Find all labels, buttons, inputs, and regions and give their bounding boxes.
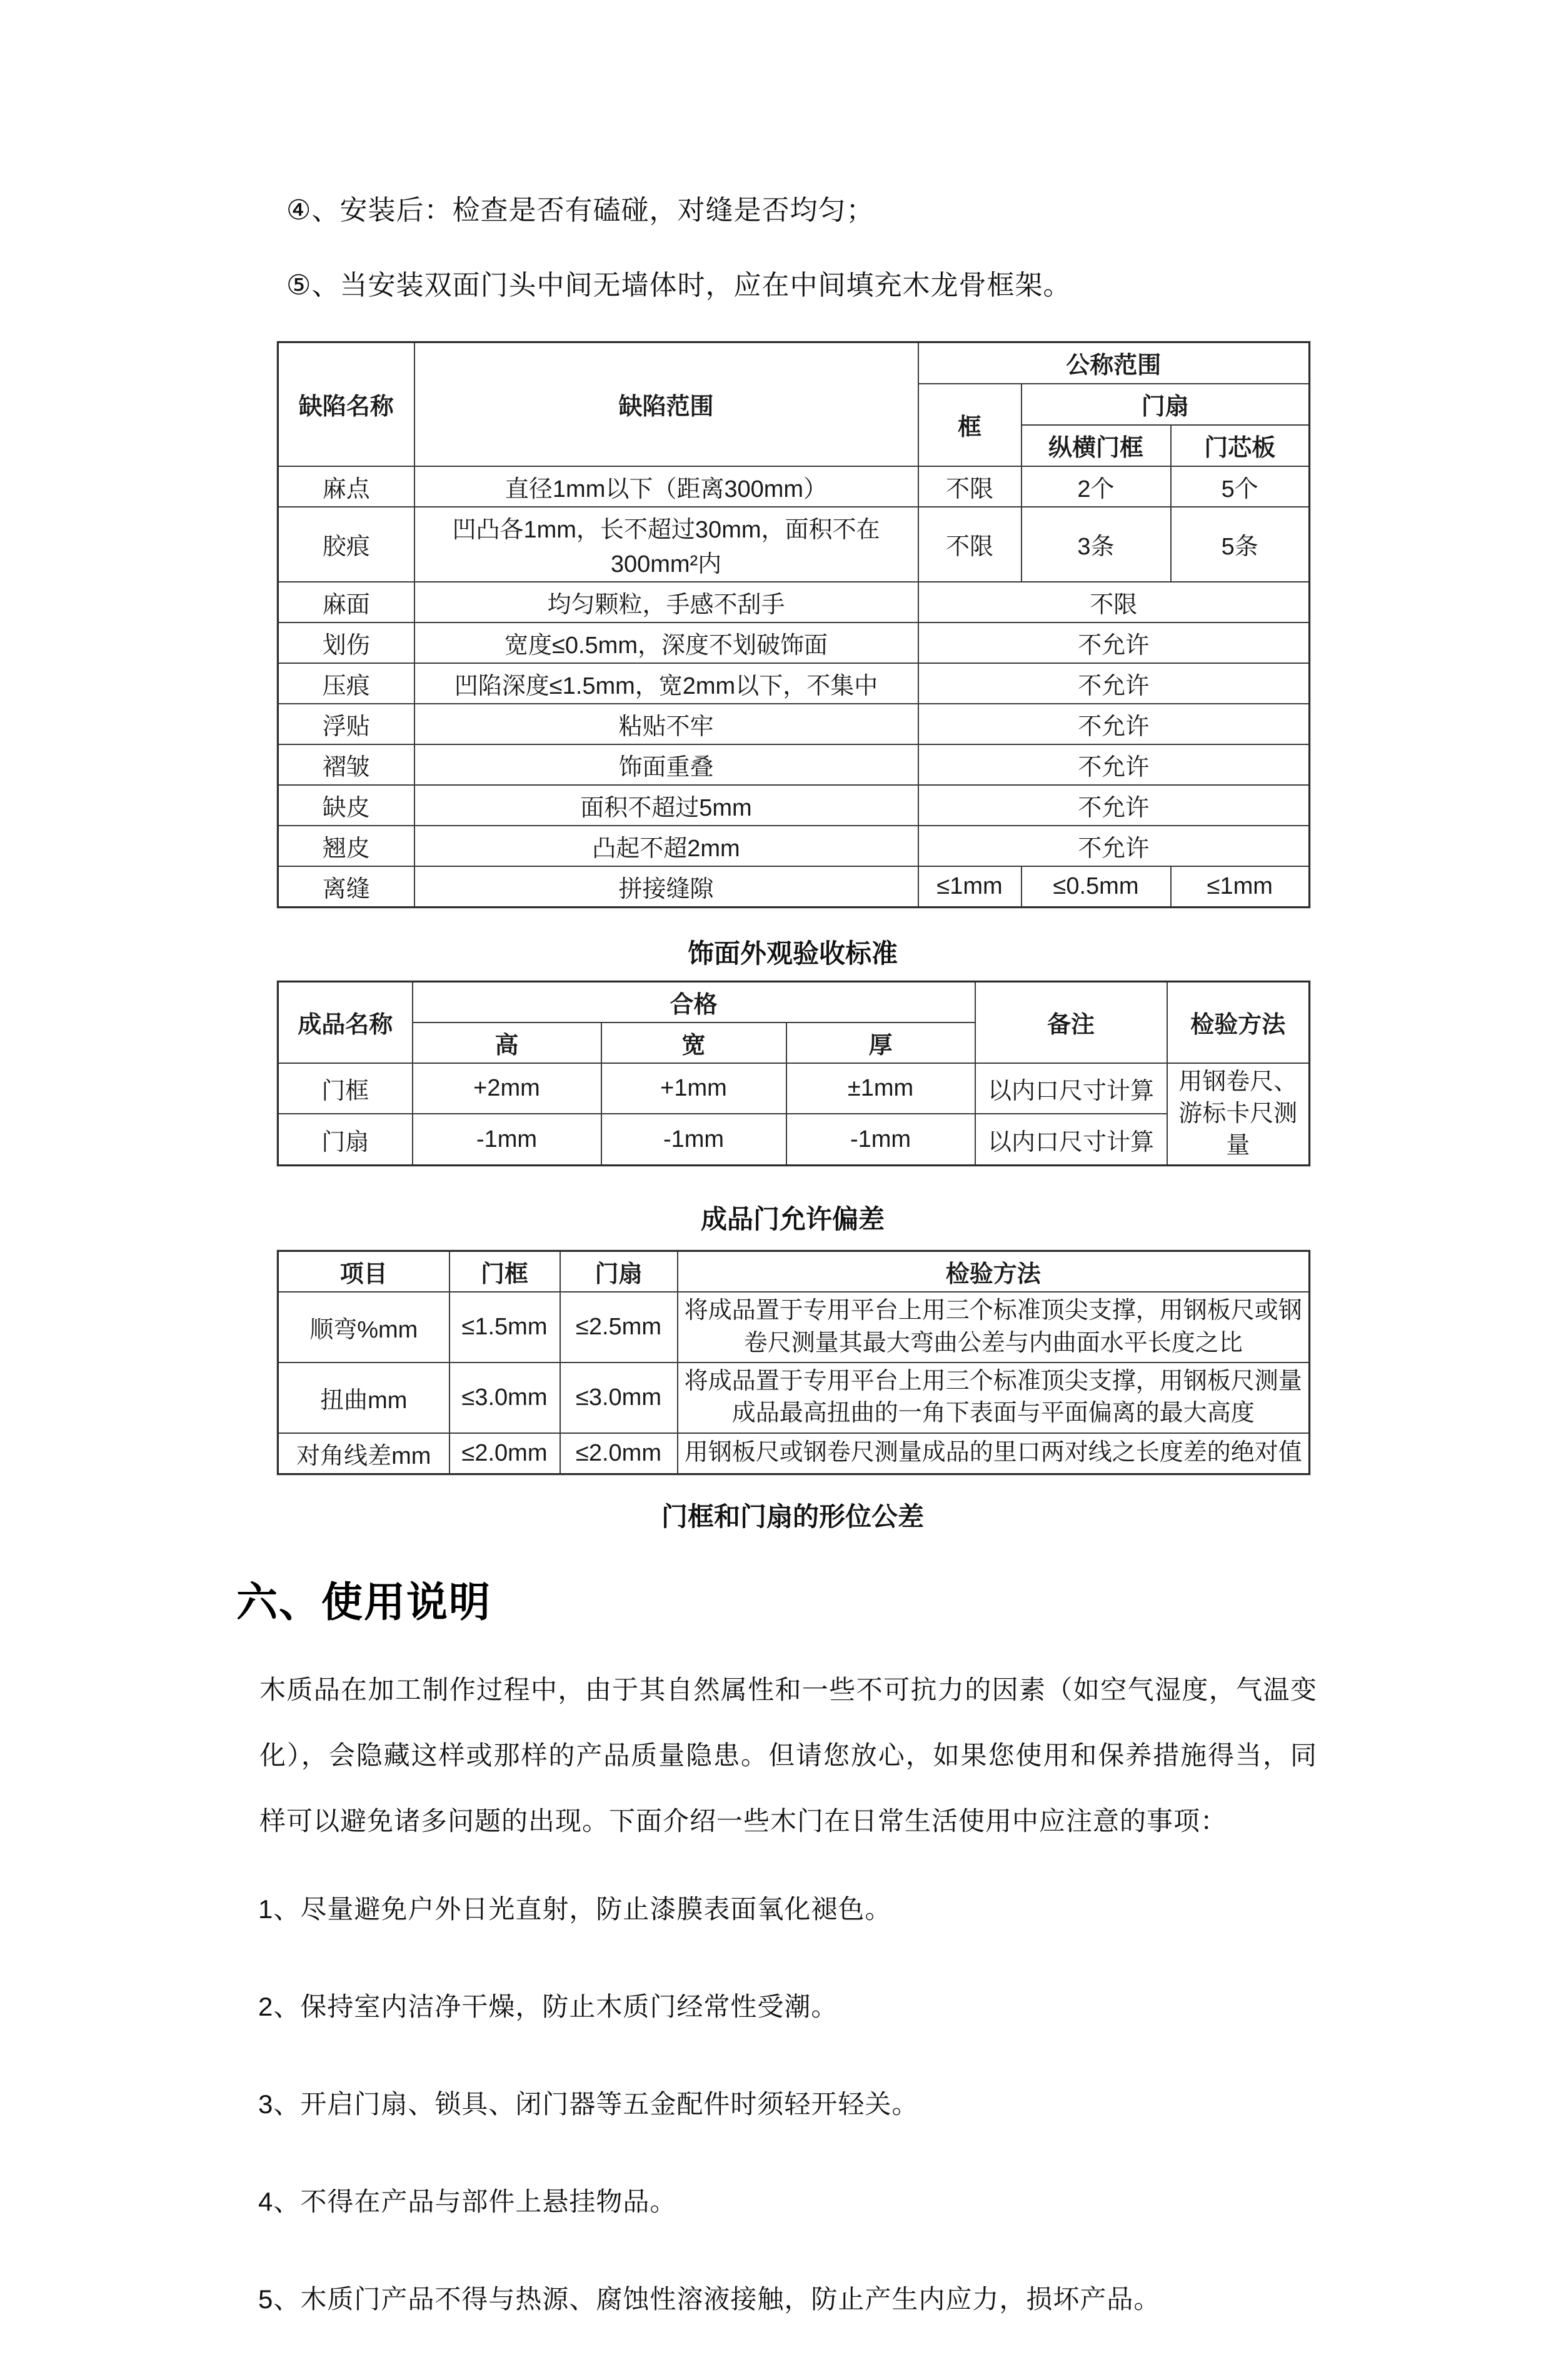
usage-item-4: 4、不得在产品与部件上悬挂物品。 — [258, 2186, 677, 2216]
table-row — [278, 866, 1310, 908]
install-notes — [286, 188, 1363, 302]
cell-defect-name: 麻点 — [278, 466, 414, 507]
cell-thickness-tol: -1mm — [786, 1114, 975, 1166]
table-row — [278, 826, 1310, 866]
install-note-5: ⑤、当安装双面门头中间无墙体时，应在中间填充木龙骨框架。 — [286, 270, 1072, 301]
col-header-method: 检验方法 — [678, 1251, 1310, 1292]
table-row — [278, 1292, 1310, 1362]
section-heading-usage: 六、使用说明 — [236, 1578, 491, 1625]
table-row — [278, 1362, 1310, 1433]
col-header-defect-name: 缺陷名称 — [278, 342, 414, 466]
table-row — [278, 663, 1310, 704]
cell-defect-range: 凹凸各1mm，长不超过30mm，面积不在300mm²内 — [414, 507, 918, 582]
cell-thickness-tol: ±1mm — [786, 1063, 975, 1114]
cell-defect-range: 面积不超过5mm — [414, 785, 918, 826]
cell-core-limit: 5个 — [1171, 466, 1310, 507]
cell-defect-range: 直径1mm以下（距离300mm） — [414, 466, 918, 507]
table-row — [278, 1063, 1310, 1114]
cell-method: 用钢板尺或钢卷尺测量成品的里口两对线之长度差的绝对值 — [678, 1433, 1310, 1474]
usage-list — [258, 1889, 1352, 2316]
table3-caption: 门框和门扇的形位公差 — [661, 1501, 924, 1531]
cell-item-name: 顺弯%mm — [278, 1292, 449, 1362]
col-header-frame: 门框 — [449, 1251, 560, 1292]
usage-item-1: 1、尽量避免户外日光直射，防止漆膜表面氧化褪色。 — [258, 1894, 892, 1924]
col-header-product-name: 成品名称 — [278, 981, 413, 1063]
cell-defect-range: 饰面重叠 — [414, 744, 918, 785]
col-header-thickness: 厚 — [786, 1022, 975, 1063]
cell-defect-name: 压痕 — [278, 663, 414, 704]
cell-method: 将成品置于专用平台上用三个标准顶尖支撑，用钢板尺或钢卷尺测量其最大弯曲公差与内曲面水平长度之比 — [678, 1292, 1310, 1362]
cell-leaf-tol: ≤2.5mm — [560, 1292, 678, 1362]
col-header-remark: 备注 — [975, 981, 1167, 1063]
cell-merged-limit: 不允许 — [918, 785, 1310, 826]
cell-core-limit: 5条 — [1171, 507, 1310, 582]
cell-defect-range: 粘贴不牢 — [414, 704, 918, 744]
cell-defect-name: 胶痕 — [278, 507, 414, 582]
cell-defect-name: 翘皮 — [278, 826, 414, 866]
col-header-method: 检验方法 — [1167, 981, 1310, 1063]
cell-vh-limit: 3条 — [1021, 507, 1171, 582]
cell-height-tol: -1mm — [413, 1114, 601, 1166]
col-header-vh-frame: 纵横门框 — [1021, 425, 1171, 466]
cell-defect-name: 缺皮 — [278, 785, 414, 826]
table-row — [278, 466, 1310, 507]
cell-defect-range: 均匀颗粒，手感不刮手 — [414, 582, 918, 622]
cell-frame-limit: 不限 — [918, 507, 1021, 582]
cell-frame-tol: ≤3.0mm — [449, 1362, 560, 1433]
col-header-height: 高 — [413, 1022, 601, 1063]
usage-paragraph: 木质品在加工制作过程中，由于其自然属性和一些不可抗力的因素（如空气湿度，气温变化），会隐藏这样或那样的产品质量隐患。但请您放心，如果您使用和保养措施得当，同样可以避免诸多问题的出现。下面介绍一些木门在日常生活使用中应注意的事项： — [259, 1674, 1317, 1836]
cell-defect-range: 拼接缝隙 — [414, 866, 918, 908]
table-row — [278, 507, 1310, 582]
cell-defect-range: 宽度≤0.5mm，深度不划破饰面 — [414, 622, 918, 663]
cell-defect-name: 离缝 — [278, 866, 414, 908]
table2-caption: 成品门允许偏差 — [700, 1204, 885, 1234]
shape-tolerance-table — [277, 1250, 1310, 1474]
cell-defect-name: 划伤 — [278, 622, 414, 663]
col-header-door-leaf: 门扇 — [1021, 384, 1310, 425]
col-header-frame: 框 — [918, 384, 1021, 466]
cell-leaf-tol: ≤2.0mm — [560, 1433, 678, 1474]
cell-remark: 以内口尺寸计算 — [975, 1063, 1167, 1114]
cell-frame-limit: ≤1mm — [918, 866, 1021, 908]
cell-method: 用钢卷尺、游标卡尺测量 — [1167, 1063, 1310, 1166]
cell-item-name: 扭曲mm — [278, 1362, 449, 1433]
col-header-pass: 合格 — [413, 981, 975, 1022]
cell-leaf-tol: ≤3.0mm — [560, 1362, 678, 1433]
defect-range-table — [277, 341, 1310, 908]
cell-frame-tol: ≤1.5mm — [449, 1292, 560, 1362]
col-header-item: 项目 — [278, 1251, 449, 1292]
usage-item-5: 5、木质门产品不得与热源、腐蚀性溶液接触，防止产生内应力，损坏产品。 — [258, 2284, 1161, 2314]
cell-defect-range: 凸起不超2mm — [414, 826, 918, 866]
cell-merged-limit: 不允许 — [918, 744, 1310, 785]
cell-vh-limit: ≤0.5mm — [1021, 866, 1171, 908]
cell-remark: 以内口尺寸计算 — [975, 1114, 1167, 1166]
cell-product-name: 门扇 — [278, 1114, 413, 1166]
table-row — [278, 622, 1310, 663]
cell-width-tol: +1mm — [601, 1063, 786, 1114]
table1-caption: 饰面外观验收标准 — [687, 938, 898, 968]
cell-defect-range: 凹陷深度≤1.5mm，宽2mm以下，不集中 — [414, 663, 918, 704]
col-header-core-board: 门芯板 — [1171, 425, 1310, 466]
col-header-nominal-range: 公称范围 — [918, 342, 1310, 384]
col-header-leaf: 门扇 — [560, 1251, 678, 1292]
col-header-defect-range: 缺陷范围 — [414, 342, 918, 466]
cell-core-limit: ≤1mm — [1171, 866, 1310, 908]
cell-merged-limit: 不允许 — [918, 704, 1310, 744]
document-page — [0, 188, 1551, 2380]
cell-defect-name: 麻面 — [278, 582, 414, 622]
usage-item-2: 2、保持室内洁净干燥，防止木质门经常性受潮。 — [258, 1991, 838, 2021]
cell-method: 将成品置于专用平台上用三个标准顶尖支撑，用钢板尺测量成品最高扭曲的一角下表面与平面偏离的最大高度 — [678, 1362, 1310, 1433]
size-tolerance-table — [277, 981, 1310, 1167]
cell-width-tol: -1mm — [601, 1114, 786, 1166]
cell-item-name: 对角线差mm — [278, 1433, 449, 1474]
cell-frame-tol: ≤2.0mm — [449, 1433, 560, 1474]
table-row — [278, 1114, 1310, 1166]
table-row — [278, 582, 1310, 622]
table-row — [278, 744, 1310, 785]
cell-product-name: 门框 — [278, 1063, 413, 1114]
usage-item-3: 3、开启门扇、锁具、闭门器等五金配件时须轻开轻关。 — [258, 2089, 919, 2119]
cell-defect-name: 浮贴 — [278, 704, 414, 744]
cell-defect-name: 褶皱 — [278, 744, 414, 785]
table-row — [278, 1433, 1310, 1474]
cell-frame-limit: 不限 — [918, 466, 1021, 507]
table-row — [278, 704, 1310, 744]
cell-merged-limit: 不允许 — [918, 622, 1310, 663]
cell-merged-limit: 不限 — [918, 582, 1310, 622]
cell-merged-limit: 不允许 — [918, 826, 1310, 866]
table-row — [278, 785, 1310, 826]
cell-height-tol: +2mm — [413, 1063, 601, 1114]
cell-merged-limit: 不允许 — [918, 663, 1310, 704]
col-header-width: 宽 — [601, 1022, 786, 1063]
cell-vh-limit: 2个 — [1021, 466, 1171, 507]
install-note-4: ④、安装后：检查是否有磕碰，对缝是否均匀； — [286, 195, 875, 226]
